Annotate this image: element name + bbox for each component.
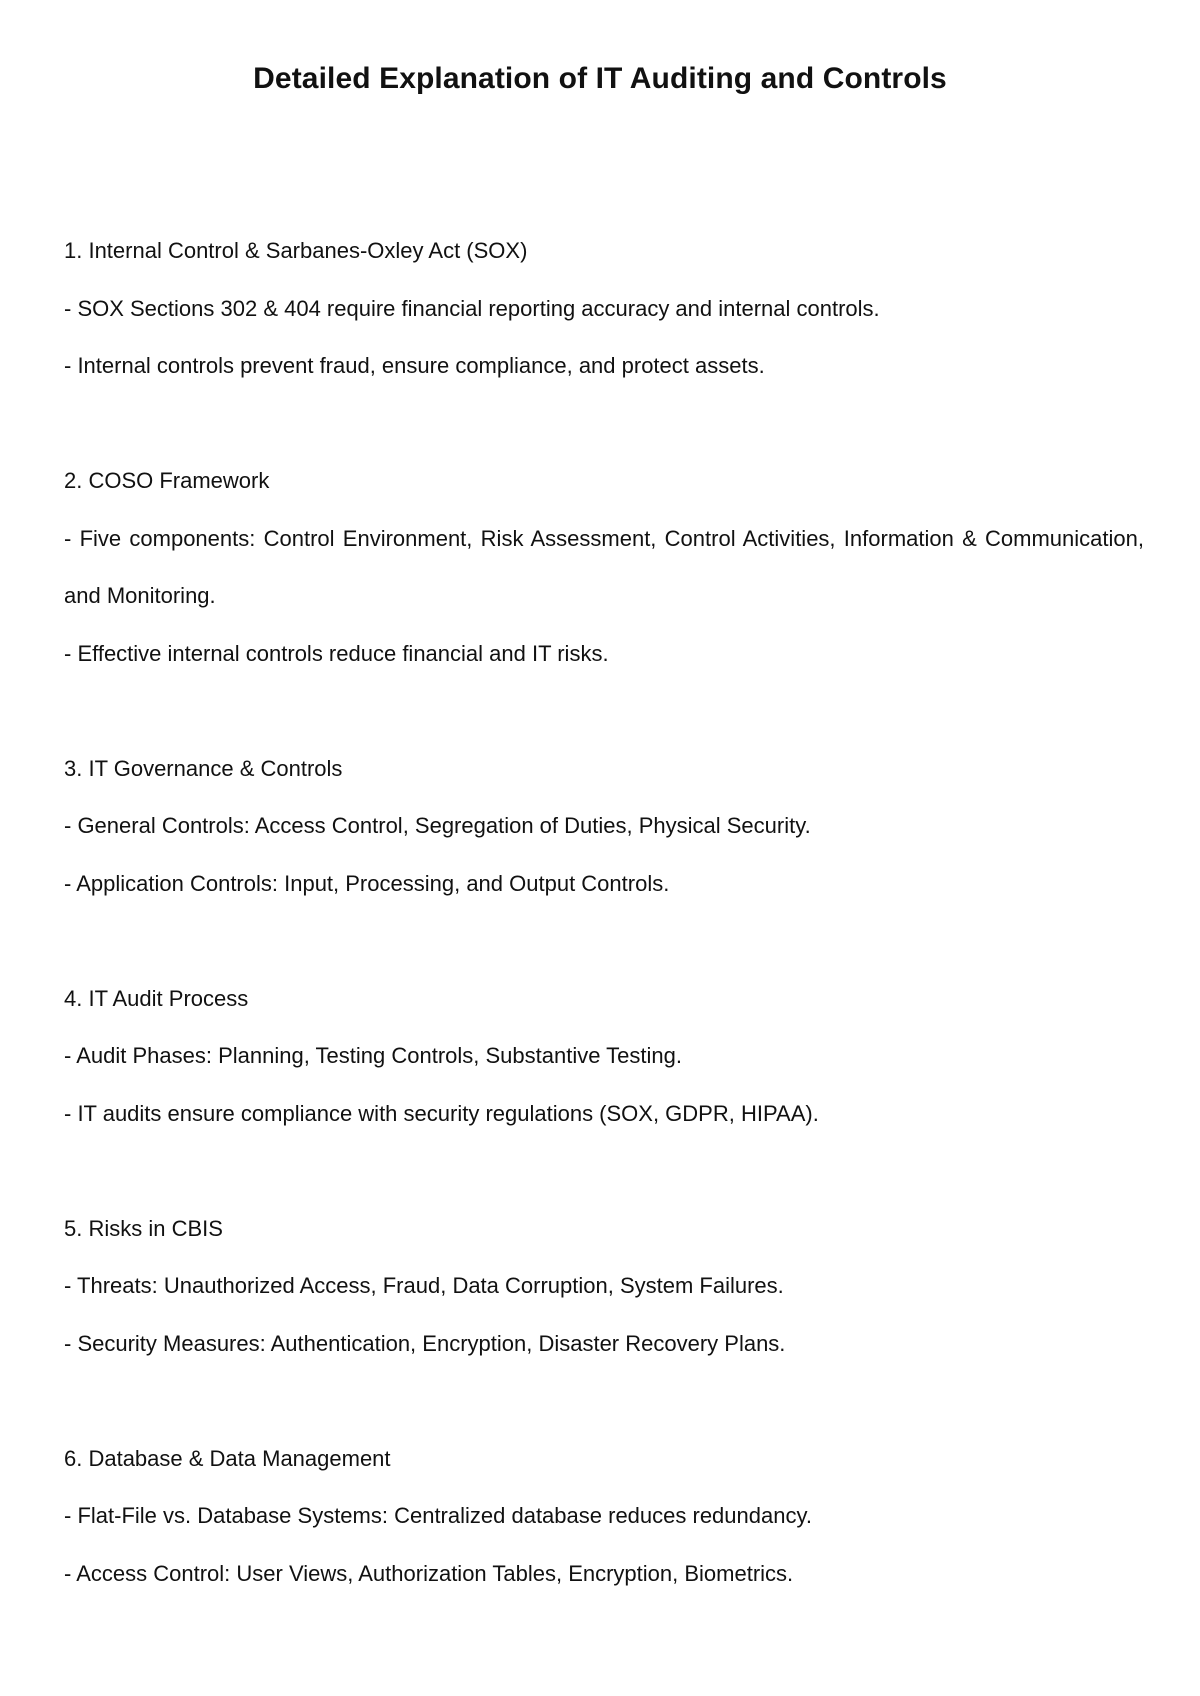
bullet-point: - Internal controls prevent fraud, ensure compliance, and protect assets.	[64, 353, 765, 378]
bullet-point: - SOX Sections 302 & 404 require financial reporting accuracy and internal controls.	[64, 295, 880, 321]
bullet-point: - General Controls: Access Control, Segregation of Duties, Physical Security.	[64, 813, 811, 838]
section-heading: 6. Database & Data Management	[64, 1445, 391, 1471]
bullet-point: - Five components: Control Environment, Risk Assessment, Control Activities, Information & Communication, and Monitoring.	[64, 525, 1144, 608]
section-heading: 3. IT Governance & Controls	[64, 755, 343, 781]
bullet-point: - Application Controls: Input, Processing, and Output Controls.	[64, 870, 670, 896]
section-it-audit-process	[64, 970, 1144, 1143]
section-internal-control-sox	[64, 222, 1144, 395]
section-heading: 5. Risks in CBIS	[64, 1215, 223, 1241]
section-database-management	[64, 1430, 1144, 1603]
bullet-point: - IT audits ensure compliance with security regulations (SOX, GDPR, HIPAA).	[64, 1100, 819, 1126]
bullet-point: - Flat-File vs. Database Systems: Centralized database reduces redundancy.	[64, 1503, 812, 1528]
bullet-point: - Threats: Unauthorized Access, Fraud, Data Corruption, System Failures.	[64, 1273, 784, 1298]
section-heading: 1. Internal Control & Sarbanes-Oxley Act (SOX)	[64, 238, 528, 263]
section-coso-framework	[64, 452, 1144, 682]
bullet-point: - Access Control: User Views, Authorization Tables, Encryption, Biometrics.	[64, 1560, 794, 1586]
section-heading: 2. COSO Framework	[64, 468, 270, 493]
document-body	[64, 222, 1144, 1660]
section-heading: 4. IT Audit Process	[64, 985, 249, 1011]
section-risks-in-cbis	[64, 1200, 1144, 1373]
document-title: Detailed Explanation of IT Auditing and Controls	[253, 62, 947, 95]
section-it-governance	[64, 740, 1144, 913]
bullet-point: - Security Measures: Authentication, Encryption, Disaster Recovery Plans.	[64, 1330, 786, 1356]
bullet-point: - Effective internal controls reduce financial and IT risks.	[64, 640, 609, 666]
bullet-point: - Audit Phases: Planning, Testing Controls, Substantive Testing.	[64, 1043, 682, 1068]
